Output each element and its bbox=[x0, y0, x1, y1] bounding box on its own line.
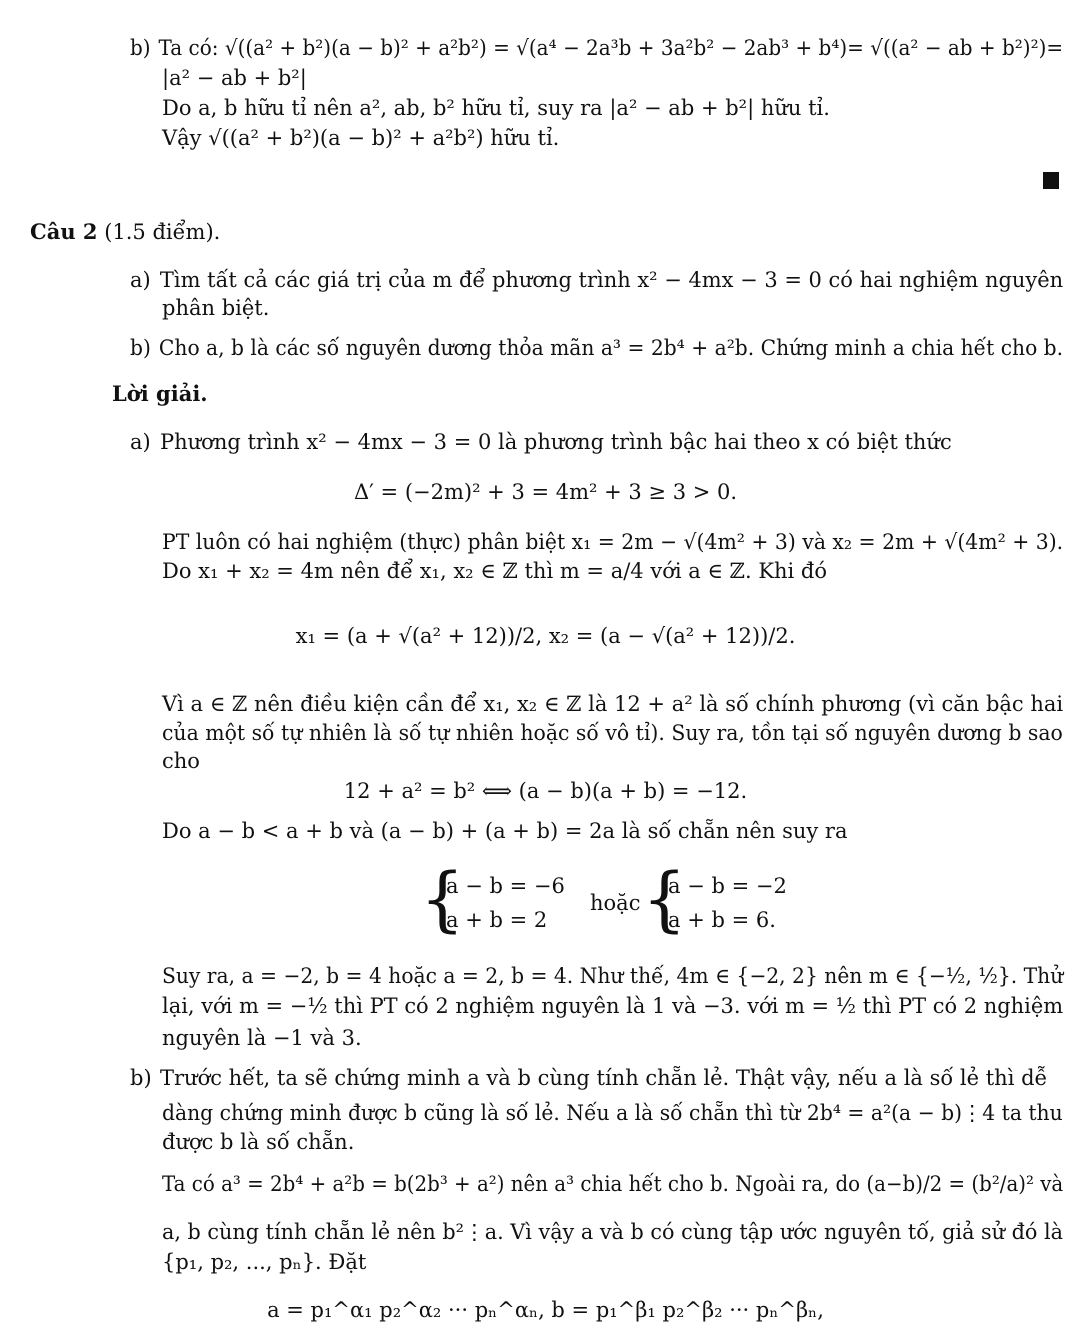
prev-part-b-line-1: b) Ta có: √((a² + b²)(a − b)² + a²b²) = √(a⁴ − 2a³b + 3a²b² − 2ab³ + b⁴)= √((a² − ab + b²)²)= bbox=[130, 36, 1064, 60]
solution-a-equation-roots: x₁ = (a + √(a² + 12))/2, x₂ = (a − √(a² + 12))/2. bbox=[295, 624, 796, 648]
solution-a-line-2: PT luôn có hai nghiệm (thực) phân biệt x₁ = 2m − √(4m² + 3) và x₂ = 2m + √(4m² + 3). bbox=[162, 530, 1064, 554]
solution-b-line-3: được b là số chẵn. bbox=[162, 1130, 355, 1154]
system-2-row-2: a + b = 6. bbox=[668, 908, 776, 932]
system-or-label: hoặc bbox=[590, 891, 641, 915]
solution-a-line-10: nguyên là −1 và 3. bbox=[162, 1026, 362, 1050]
question-part-b-line-1: b) Cho a, b là các số nguyên dương thỏa mãn a³ = 2b⁴ + a²b. Chứng minh a chia hết cho b. bbox=[130, 336, 1064, 360]
solution-a-line-1: a) Phương trình x² − 4mx − 3 = 0 là phương trình bậc hai theo x có biệt thức bbox=[130, 430, 952, 454]
solution-a-equation-square: 12 + a² = b² ⟺ (a − b)(a + b) = −12. bbox=[343, 779, 748, 803]
solution-a-label: a) bbox=[130, 430, 151, 454]
question-heading bbox=[30, 218, 220, 246]
prev-part-b-label: b) bbox=[130, 36, 151, 60]
question-part-a-line-2: phân biệt. bbox=[162, 296, 270, 320]
question-title: Câu 2 bbox=[30, 219, 98, 244]
solution-a-line-6: cho bbox=[162, 749, 200, 773]
solution-a-equation-delta: Δ′ = (−2m)² + 3 = 4m² + 3 ≥ 3 > 0. bbox=[353, 480, 738, 504]
question-part-a-label: a) bbox=[130, 268, 151, 292]
solution-a-line-5: của một số tự nhiên là số tự nhiên hoặc số vô tỉ). Suy ra, tồn tại số nguyên dương b sao bbox=[162, 721, 1063, 745]
solution-b-line-1: b) Trước hết, ta sẽ chứng minh a và b cùng tính chẵn lẻ. Thật vậy, nếu a là số lẻ thì dễ bbox=[130, 1066, 1048, 1090]
solution-a-line-8: Suy ra, a = −2, b = 4 hoặc a = 2, b = 4. Như thế, 4m ∈ {−2, 2} nên m ∈ {−½, ½}. Thử bbox=[162, 964, 1064, 988]
solution-a-line-9: lại, với m = −½ thì PT có 2 nghiệm nguyên là 1 và −3. với m = ½ thì PT có 2 nghiệm bbox=[162, 994, 1064, 1018]
solution-b-line-2: dàng chứng minh được b cũng là số lẻ. Nếu a là số chẵn thì từ 2b⁴ = a²(a − b)⋮4 ta thu bbox=[162, 1101, 1063, 1125]
solution-b-label: b) bbox=[130, 1066, 152, 1090]
system-1-brace: { bbox=[420, 858, 465, 940]
prev-part-b-line-3: Do a, b hữu tỉ nên a², ab, b² hữu tỉ, suy ra |a² − ab + b²| hữu tỉ. bbox=[162, 96, 830, 120]
solution-b-line-4: Ta có a³ = 2b⁴ + a²b = b(2b³ + a²) nên a³ chia hết cho b. Ngoài ra, do (a−b)/2 = (b²/a)² và bbox=[162, 1172, 1064, 1196]
solution-a-line-7: Do a − b < a + b và (a − b) + (a + b) = 2a là số chẵn nên suy ra bbox=[162, 819, 848, 843]
system-2-row-1: a − b = −2 bbox=[668, 874, 787, 898]
question-part-a-line-1: a) Tìm tất cả các giá trị của m để phương trình x² − 4mx − 3 = 0 có hai nghiệm nguyên bbox=[130, 268, 1064, 292]
solution-a-line-3: Do x₁ + x₂ = 4m nên để x₁, x₂ ∈ ℤ thì m = a/4 với a ∈ ℤ. Khi đó bbox=[162, 559, 828, 583]
solution-b-line-5: a, b cùng tính chẵn lẻ nên b²⋮a. Vì vậy a và b có cùng tập ước nguyên tố, giả sử đó là bbox=[162, 1220, 1064, 1244]
system-2-brace: { bbox=[642, 858, 687, 940]
system-1-row-1: a − b = −6 bbox=[446, 874, 565, 898]
solution-title: Lời giải. bbox=[112, 381, 208, 406]
question-points: (1.5 điểm). bbox=[104, 220, 221, 244]
qed-square-icon bbox=[1043, 172, 1059, 189]
system-1-row-2: a + b = 2 bbox=[446, 908, 548, 932]
solution-b-equation-factorization: a = p₁^α₁ p₂^α₂ ··· pₙ^αₙ, b = p₁^β₁ p₂^β₂ ··· pₙ^βₙ, bbox=[267, 1298, 824, 1322]
prev-part-b-line-4: Vậy √((a² + b²)(a − b)² + a²b²) hữu tỉ. bbox=[162, 126, 560, 150]
solution-a-line-4: Vì a ∈ ℤ nên điều kiện cần để x₁, x₂ ∈ ℤ là 12 + a² là số chính phương (vì căn bậc hai bbox=[162, 692, 1064, 716]
solution-b-line-6: {p₁, p₂, ..., pₙ}. Đặt bbox=[162, 1250, 367, 1274]
question-part-b-label: b) bbox=[130, 336, 151, 360]
prev-part-b-line-2: |a² − ab + b²| bbox=[162, 66, 307, 90]
